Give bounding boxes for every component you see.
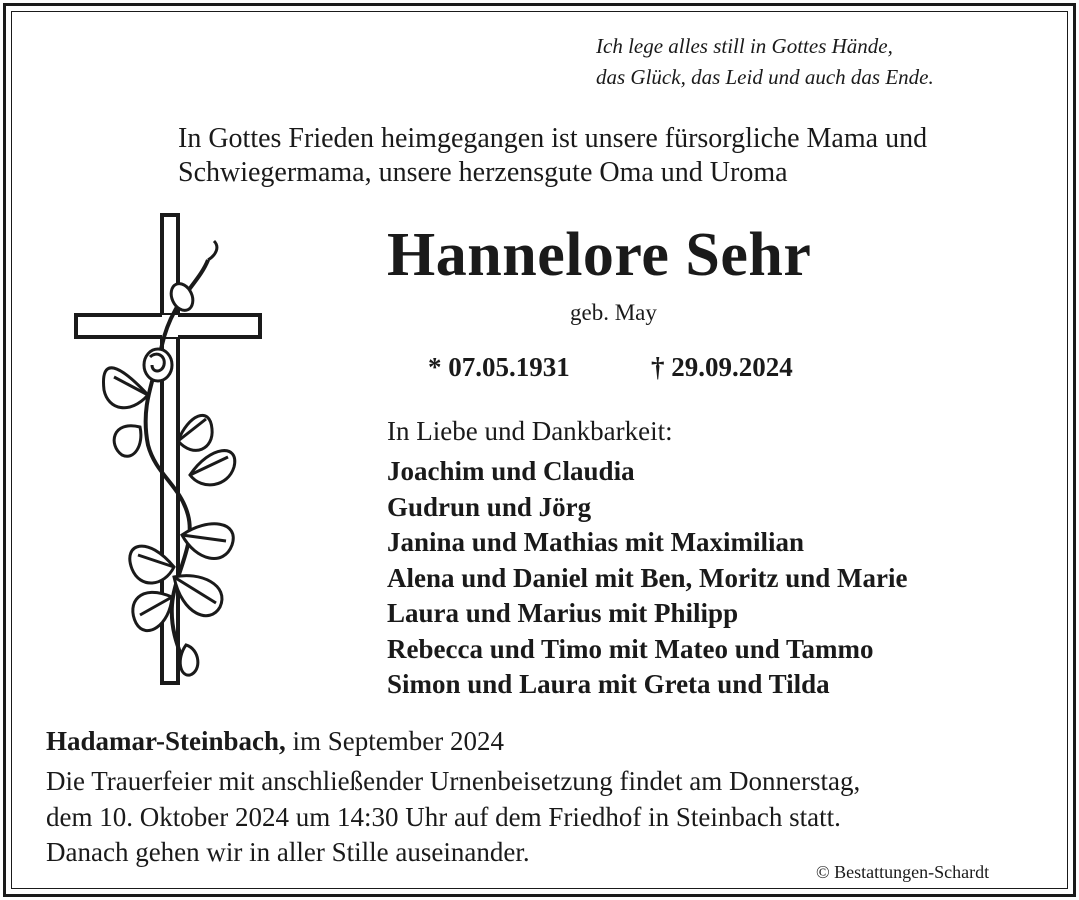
death-date: † 29.09.2024 bbox=[651, 352, 793, 382]
service-line-2: dem 10. Oktober 2024 um 14:30 Uhr auf dem Friedhof in Steinbach statt. bbox=[46, 801, 841, 832]
maiden-name: geb. May bbox=[570, 300, 657, 325]
mourners-heading: In Liebe und Dankbarkeit: bbox=[387, 416, 673, 446]
mourner-entry: Joachim und Claudia bbox=[387, 456, 635, 486]
birth-date: * 07.05.1931 bbox=[428, 352, 570, 382]
service-line-1: Die Trauerfeier mit anschließender Urnenbeisetzung findet am Donnerstag, bbox=[46, 766, 861, 796]
mourner-entry: Gudrun und Jörg bbox=[387, 491, 592, 522]
mourner-entry: Simon und Laura mit Greta und Tilda bbox=[387, 669, 830, 699]
funeral-service-info bbox=[46, 764, 860, 871]
notice-date: im September 2024 bbox=[285, 726, 504, 756]
cross-with-rose-icon bbox=[70, 205, 270, 700]
mourner-entry: Alena und Daniel mit Ben, Moritz und Marie bbox=[387, 562, 908, 593]
place-and-date bbox=[46, 724, 504, 758]
motto-line-2: das Glück, das Leid und auch das Ende. bbox=[596, 65, 934, 89]
copyright-notice: © Bestattungen-Schardt bbox=[816, 862, 990, 882]
mourner-entry: Laura und Marius mit Philipp bbox=[387, 598, 739, 628]
mourner-entry: Janina und Mathias mit Maximilian bbox=[387, 527, 805, 557]
intro-line-2: Schwiegermama, unsere herzensgute Oma und Uroma bbox=[178, 157, 788, 188]
service-line-3: Danach gehen wir in aller Stille auseinander. bbox=[46, 837, 530, 867]
motto-line-1: Ich lege alles still in Gottes Hände, bbox=[596, 34, 893, 58]
mourner-entry: Rebecca und Timo mit Mateo und Tammo bbox=[387, 633, 874, 664]
mourners-list bbox=[387, 454, 908, 703]
motto-verse bbox=[596, 31, 934, 93]
place-name: Hadamar-Steinbach, bbox=[46, 726, 286, 756]
deceased-name: Hannelore Sehr bbox=[387, 221, 812, 289]
intro-line-1: In Gottes Frieden heimgegangen ist unsere fürsorgliche Mama und bbox=[178, 123, 928, 154]
intro-text bbox=[178, 122, 927, 190]
